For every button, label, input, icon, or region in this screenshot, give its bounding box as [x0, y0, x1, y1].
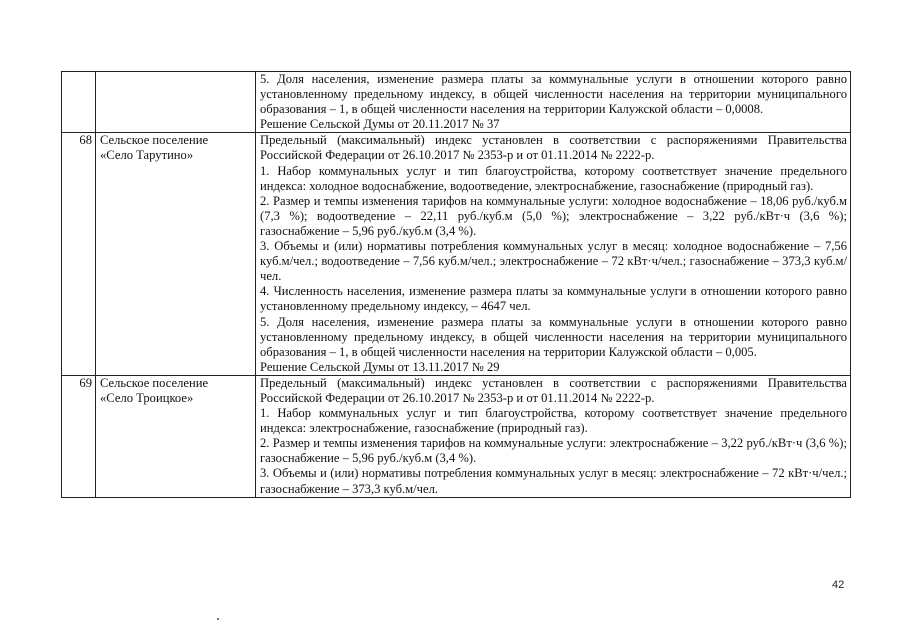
index-description-cell: [256, 375, 851, 497]
municipal-index-table: [61, 71, 851, 498]
table-row: [62, 375, 851, 497]
index-description-cell: [256, 72, 851, 133]
row-number-cell: 68: [62, 133, 96, 376]
decision-reference: Решение Сельской Думы от 20.11.2017 № 37: [260, 117, 500, 132]
index-paragraph: 2. Размер и темпы изменения тарифов на коммунальные услуги: электроснабжение – 3,22 руб./кВт·ч (3,6 %); газоснабжение – 5,96 руб./куб.м (3,4 %).: [260, 436, 847, 466]
settlement-name-cell: [96, 375, 256, 497]
index-paragraph: 5. Доля населения, изменение размера платы за коммунальные услуги в отношении которого равно установленному предельному индексу, в общей численности населения на территории муниципального образования – 1, в общей численности населения на территории Калужской области – 0,005.: [260, 314, 847, 359]
page-number: 42: [832, 579, 845, 591]
settlement-name-line: «Село Троицкое»: [100, 390, 194, 405]
decision-reference: Решение Сельской Думы от 13.11.2017 № 29: [260, 359, 500, 374]
scan-speck: [217, 618, 219, 620]
row-number-cell: 69: [62, 375, 96, 497]
settlement-name-line: Сельское поселение: [100, 133, 209, 148]
table-body: [62, 72, 851, 498]
index-paragraph: 1. Набор коммунальных услуг и тип благоустройства, которому соответствует значение предельного индекса: электроснабжение, газоснабжение (природный газ).: [260, 406, 847, 436]
table-row: [62, 133, 851, 376]
settlement-name-line: «Село Тарутино»: [100, 148, 194, 163]
index-paragraph: 3. Объемы и (или) нормативы потребления коммунальных услуг в месяц: холодное водоснабжение – 7,56 куб.м/чел.; водоотведение – 7,56 куб.м/чел.; электроснабжение – 72 кВт·ч/чел.; газоснабжение – 373,3 куб.м/чел.: [260, 239, 847, 284]
index-paragraph: 1. Набор коммунальных услуг и тип благоустройства, которому соответствует значение предельного индекса: холодное водоснабжение, водоотведение, электроснабжение, газоснабжение (природный газ).: [260, 163, 847, 193]
index-paragraph: 4. Численность населения, изменение размера платы за коммунальные услуги в отношении которого равно установленному предельному индексу, – 4647 чел.: [260, 284, 847, 314]
index-paragraph: 3. Объемы и (или) нормативы потребления коммунальных услуг в месяц: электроснабжение – 72 кВт·ч/чел.; газоснабжение – 373,3 куб.м/чел.: [260, 466, 847, 496]
table-row: [62, 72, 851, 133]
index-paragraph: 2. Размер и темпы изменения тарифов на коммунальные услуги: холодное водоснабжение – 18,06 руб./куб.м (7,3 %); водоотведение – 22,11 руб./куб.м (5,0 %); электроснабжение – 3,22 руб./кВт·ч (3,6 %); газоснабжение – 5,96 руб./куб.м (3,4 %).: [260, 193, 847, 238]
settlement-name-cell: [96, 133, 256, 376]
index-paragraph: Предельный (максимальный) индекс установлен в соответствии с распоряжениями Правительства Российской Федерации от 26.10.2017 № 2353-р и от 01.11.2014 № 2222-р.: [260, 375, 847, 405]
index-description-cell: [256, 133, 851, 376]
index-paragraph: 5. Доля населения, изменение размера платы за коммунальные услуги в отношении которого равно установленному предельному индексу, в общей численности населения на территории муниципального образования – 1, в общей численности населения на территории Калужской области – 0,0008.: [260, 72, 847, 117]
settlement-name-line: Сельское поселение: [100, 375, 209, 390]
settlement-name-cell: [96, 72, 256, 133]
row-number-cell: [62, 72, 96, 133]
index-paragraph: Предельный (максимальный) индекс установлен в соответствии с распоряжениями Правительства Российской Федерации от 26.10.2017 № 2353-р и от 01.11.2014 № 2222-р.: [260, 133, 847, 163]
